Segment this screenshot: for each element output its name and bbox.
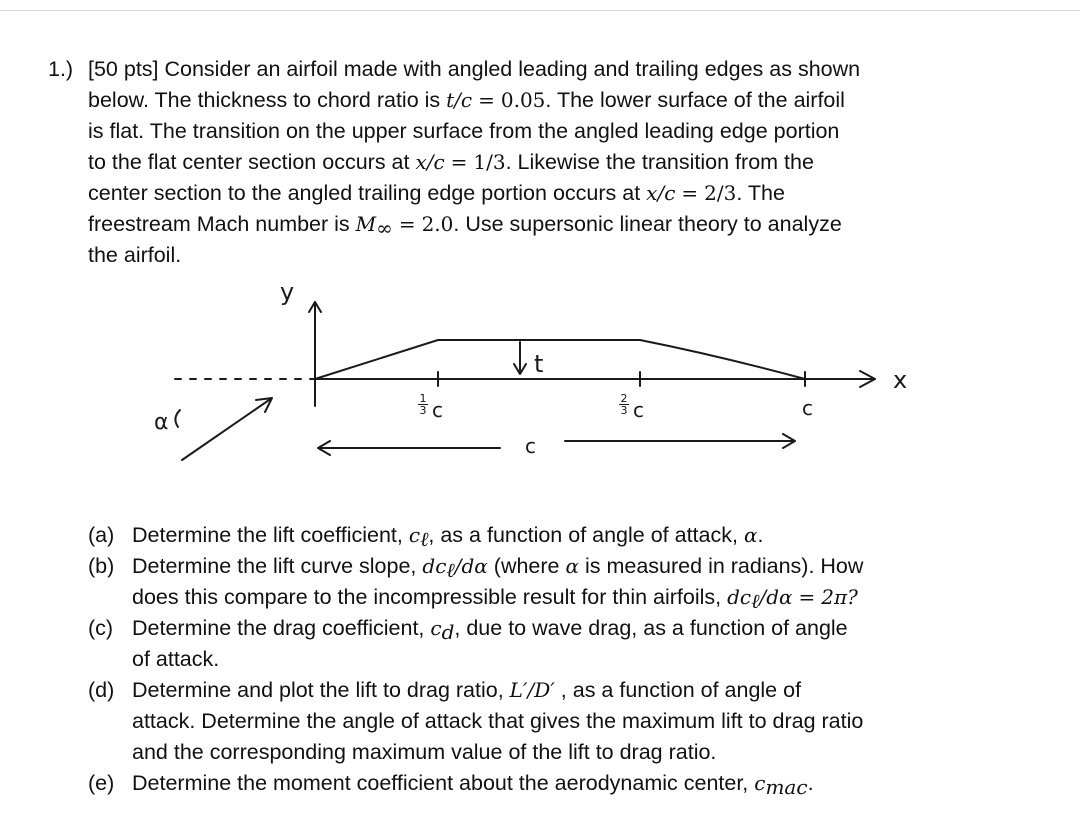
tc-value: 0.05: [500, 88, 546, 112]
problem-statement: [48, 54, 1038, 271]
part-e-label: (e): [88, 771, 115, 795]
problem-line-7: the airfoil.: [88, 243, 182, 267]
part-b-label: (b): [88, 554, 115, 578]
airfoil-drawing: [160, 278, 920, 508]
two-thirds-c-label: c: [633, 398, 644, 422]
mach-symbol: M: [355, 212, 377, 236]
x-axis-label: x: [893, 366, 908, 394]
thickness-arrow: [514, 342, 526, 374]
x2-value: 2/3: [704, 181, 737, 205]
chord-length-label: c: [525, 434, 536, 458]
problem-number: 1.): [48, 57, 74, 81]
problem-line-5: center section to the angled trailing edge portion occurs at x/c = 2/3. The: [88, 181, 785, 205]
fraction-two-thirds: 2 3: [620, 392, 628, 417]
fraction-one-third: 1 3: [419, 392, 427, 417]
xc-symbol: x/c: [415, 150, 445, 174]
airfoil-upper-surface: [315, 340, 805, 379]
problem-line-3: is flat. The transition on the upper surface from the angled leading edge portion: [88, 119, 840, 143]
freestream-arrow: [182, 398, 272, 460]
one-third-c-label: c: [432, 398, 443, 422]
problem-body: [88, 54, 1038, 271]
x1-value: 1/3: [473, 150, 506, 174]
problem-line-2: below. The thickness to chord ratio is t/c = 0.05. The lower surface of the airfoil: [88, 88, 845, 112]
chord-arrow-left: [318, 441, 500, 455]
problem-line-6: freestream Mach number is $M_\infty = 2.0$. Use supersonic linear theory to analyze: [88, 212, 842, 240]
part-b: (b) Determine the lift curve slope, $dc_\ell/d\alpha$ (where α is measured in radians). How does this compare to the incompressible result for thin airfoils, $dc_\ell/d\alpha = 2\pi$?: [88, 551, 1038, 613]
part-e: (e) Determine the moment coefficient about the aerodynamic center, $c_{mac}$.: [88, 768, 1038, 799]
question-parts: [88, 520, 1038, 799]
mach-value: 2.0: [421, 212, 454, 236]
airfoil-sketch: [154, 278, 920, 508]
part-a-label: (a): [88, 523, 115, 547]
chord-end-label: c: [802, 396, 813, 420]
part-d: (d) Determine and plot the lift to drag ratio, L′/D′ , as a function of angle of attack. Determine the angle of attack that gives the maximum lift to drag ratio and the corresponding maximum value of the lift to drag ratio.: [88, 675, 1038, 768]
part-a: (a) Determine the lift coefficient, $c_\ell$, as a function of angle of attack, α.: [88, 520, 1038, 551]
problem-line-1: [50 pts] Consider an airfoil made with angled leading and trailing edges as shown: [88, 57, 861, 81]
alpha-label: α: [154, 410, 169, 435]
part-c: (c) Determine the drag coefficient, $c_d$, due to wave drag, as a function of angle of attack.: [88, 613, 1038, 675]
chord-arrow-right: [565, 434, 795, 448]
problem-line-4: to the flat center section occurs at x/c = 1/3. Likewise the transition from the: [88, 150, 814, 174]
y-axis-label: y: [280, 278, 295, 306]
thickness-label: t: [534, 350, 544, 378]
part-d-label: (d): [88, 678, 115, 702]
alpha-arc: [175, 410, 180, 427]
part-c-label: (c): [88, 616, 114, 640]
top-divider: [0, 10, 1080, 11]
tc-symbol: t/c: [446, 88, 473, 112]
